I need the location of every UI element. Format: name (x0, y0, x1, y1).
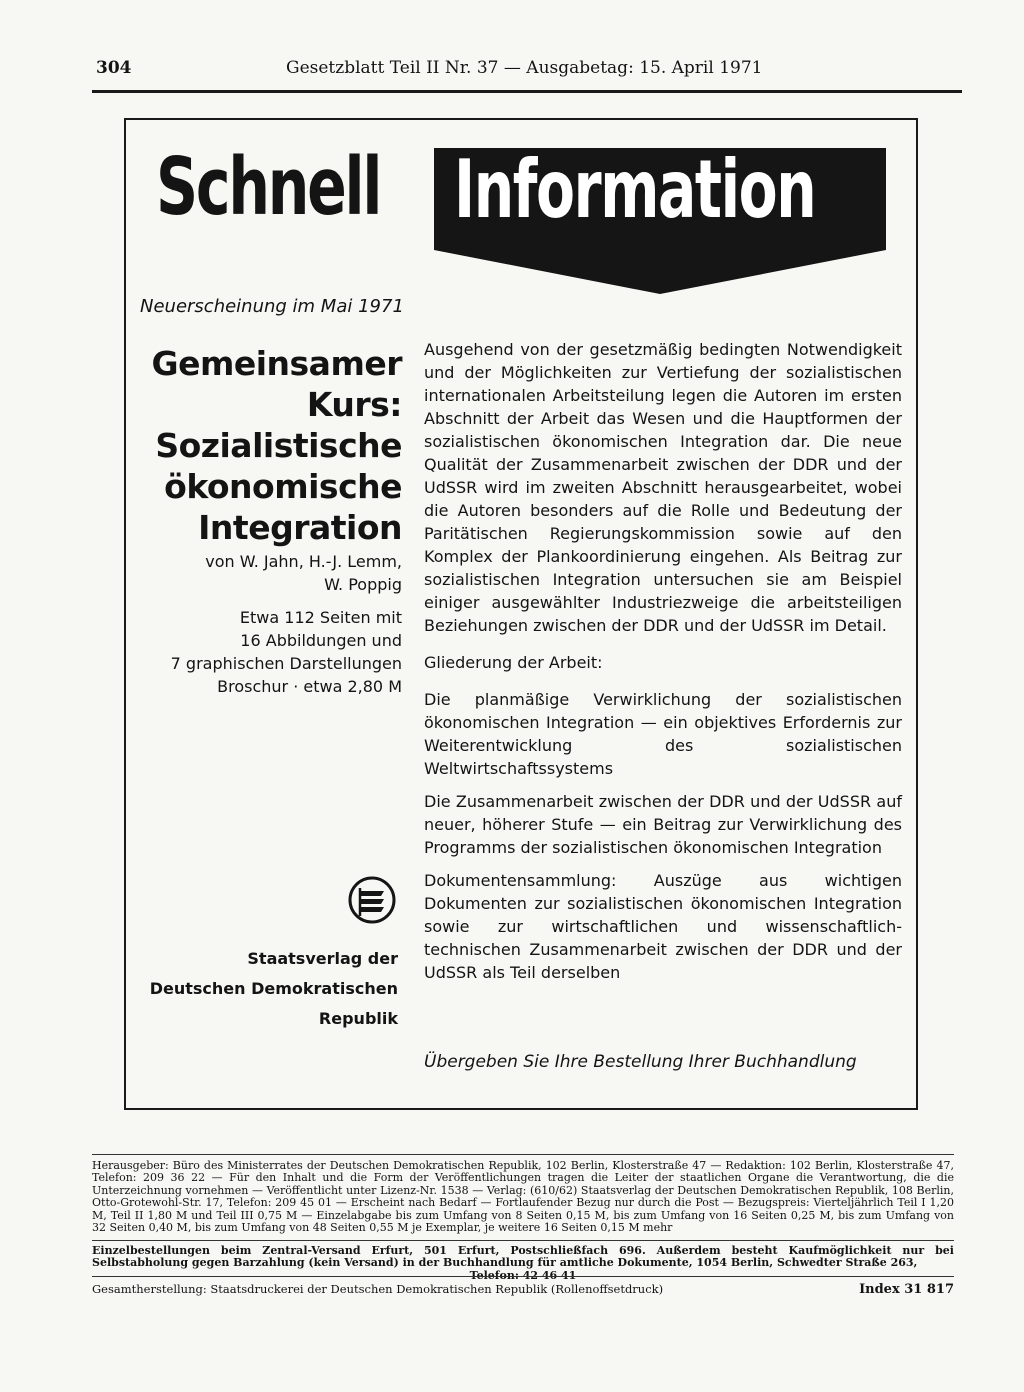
printer-credit: Gesamtherstellung: Staatsdruckerei der Deutschen Demokratischen Republik (Rollenoffsetdruck) (92, 1282, 664, 1296)
book-detail-line: 7 graphischen Darstellungen (170, 654, 402, 673)
book-title-line: Gemeinsamer (151, 344, 402, 383)
publisher-name (140, 944, 398, 1034)
book-detail-line: 16 Abbildungen und (240, 631, 402, 650)
publisher-line: Deutschen Demokratischen (149, 979, 398, 998)
book-detail-line: Broschur · etwa 2,80 M (217, 677, 402, 696)
footer-imprint: Herausgeber: Büro des Ministerrates der Deutschen Demokratischen Republik, 102 Berlin, Klosterstraße 47 — Redaktion: 102 Berlin, Klosterstraße 47, Telefon: 209 36 22 — Für den Inhalt und die Form der Veröffentlichungen tragen die Leiter der staatlichen Organe die Verantwortung, die die Unterzeichnung vornehmen — Veröffentlicht unter Lizenz-Nr. 1538 — Verlag: (610/62) Staatsverlag der Deutschen Demokratischen Republik, 108 Berlin, Otto-Grotewohl-Str. 17, Telefon: 209 45 01 — Erscheint nach Bedarf — Fortlaufender Bezug nur durch die Post — Bezugspreis: Vierteljährlich Teil I 1,20 M, Teil II 1,80 M und Teil III 0,75 M — Einzelabgabe bis zum Umfang von 8 Seiten 0,15 M, bis zum Umfang von 16 Seiten 0,25 M, bis zum Umfang von 32 Seiten 0,40 M, bis zum Umfang von 48 Seiten 0,55 M je Exemplar, je weitere 16 Seiten 0,15 M mehr (92, 1159, 954, 1235)
authors-line: W. Poppig (324, 575, 402, 594)
description-column (424, 338, 902, 984)
book-title (140, 343, 402, 548)
page-header (96, 58, 956, 82)
outline-item: Dokumentensammlung: Auszüge aus wichtigen Dokumenten zur sozialistischen ökonomischen Integration sowie zur wirtschaftlichen und wissenschaftlich-technischen Zusammenarbeit zwischen der DDR und der UdSSR als Teil derselben (424, 871, 902, 982)
headline-schnell: Schnell (156, 141, 381, 233)
book-info-column (140, 296, 402, 698)
publisher-line: Staatsverlag der (247, 949, 398, 968)
headline-information: Information (454, 143, 816, 236)
index-number: Index 31 817 (859, 1282, 954, 1297)
footer-rule (92, 1276, 954, 1277)
outline-heading: Gliederung der Arbeit: (424, 653, 603, 672)
book-title-line: ökonomische (164, 467, 402, 506)
header-rule (92, 90, 962, 93)
authors (140, 550, 402, 596)
book-title-line: Sozialistische (155, 426, 402, 465)
footer-imprint-block (92, 1160, 954, 1234)
description-intro: Ausgehend von der gesetzmäßig bedingten Notwendigkeit und der Möglichkeiten zur Vertiefung der sozialistischen internationalen Arbeitsteilung legen die Autoren im ersten Abschnitt der Arbeit das Wesen und die Hauptformen der sozialistischen ökonomischen Integration dar. Die neue Qualität der Zusammenarbeit zwischen der DDR und der UdSSR wird im zweiten Abschnitt herausgearbeitet, wobei die Autoren besonders auf die Rolle und Bedeutung der Paritätischen Regierungskommission sowie auf den Komplex der Plankoordinierung eingehen. Als Beitrag zur sozialistischen Integration untersuchen sie am Beispiel einiger ausgewählter Industriezweige die arbeitsteiligen Beziehungen zwischen der DDR und der UdSSR im Detail. (424, 340, 902, 635)
running-head: Gesetzblatt Teil II Nr. 37 — Ausgabetag: 15. April 1971 (286, 58, 763, 78)
book-title-line: Integration (198, 508, 402, 547)
book-detail-line: Etwa 112 Seiten mit (239, 608, 402, 627)
outline-item: Die Zusammenarbeit zwischen der DDR und der UdSSR auf neuer, höherer Stufe — ein Beitrag zur Verwirklichung des Programms der sozialistischen ökonomischen Integration (424, 792, 902, 857)
book-title-line: Kurs: (306, 385, 402, 424)
publisher-line: Republik (318, 1009, 398, 1028)
footer-orders: Einzelbestellungen beim Zentral-Versand Erfurt, 501 Erfurt, Postschließfach 696. Außerdem besteht Kaufmöglichkeit nur bei Selbstabholung gegen Barzahlung (kein Versand) in der Buchhandlung für amtliche Dokumente, 1054 Berlin, Schwedter Straße 263, (92, 1244, 954, 1270)
publisher-flag-logo-icon (348, 876, 396, 924)
order-note: Übergeben Sie Ihre Bestellung Ihrer Buchhandlung (424, 1052, 857, 1072)
printer-line (92, 1282, 954, 1296)
headline-information-banner (434, 143, 886, 296)
footer-rule (92, 1154, 954, 1155)
announcement: Neuerscheinung im Mai 1971 (140, 296, 404, 317)
outline-item: Die planmäßige Verwirklichung der sozialistischen ökonomischen Integration — ein objektives Erfordernis zur Weiterentwicklung des sozialistischen Weltwirtschaftssystems (424, 690, 902, 778)
footer-rule (92, 1240, 954, 1241)
page-number: 304 (96, 58, 132, 78)
authors-line: von W. Jahn, H.-J. Lemm, (205, 552, 402, 571)
book-details (140, 606, 402, 698)
